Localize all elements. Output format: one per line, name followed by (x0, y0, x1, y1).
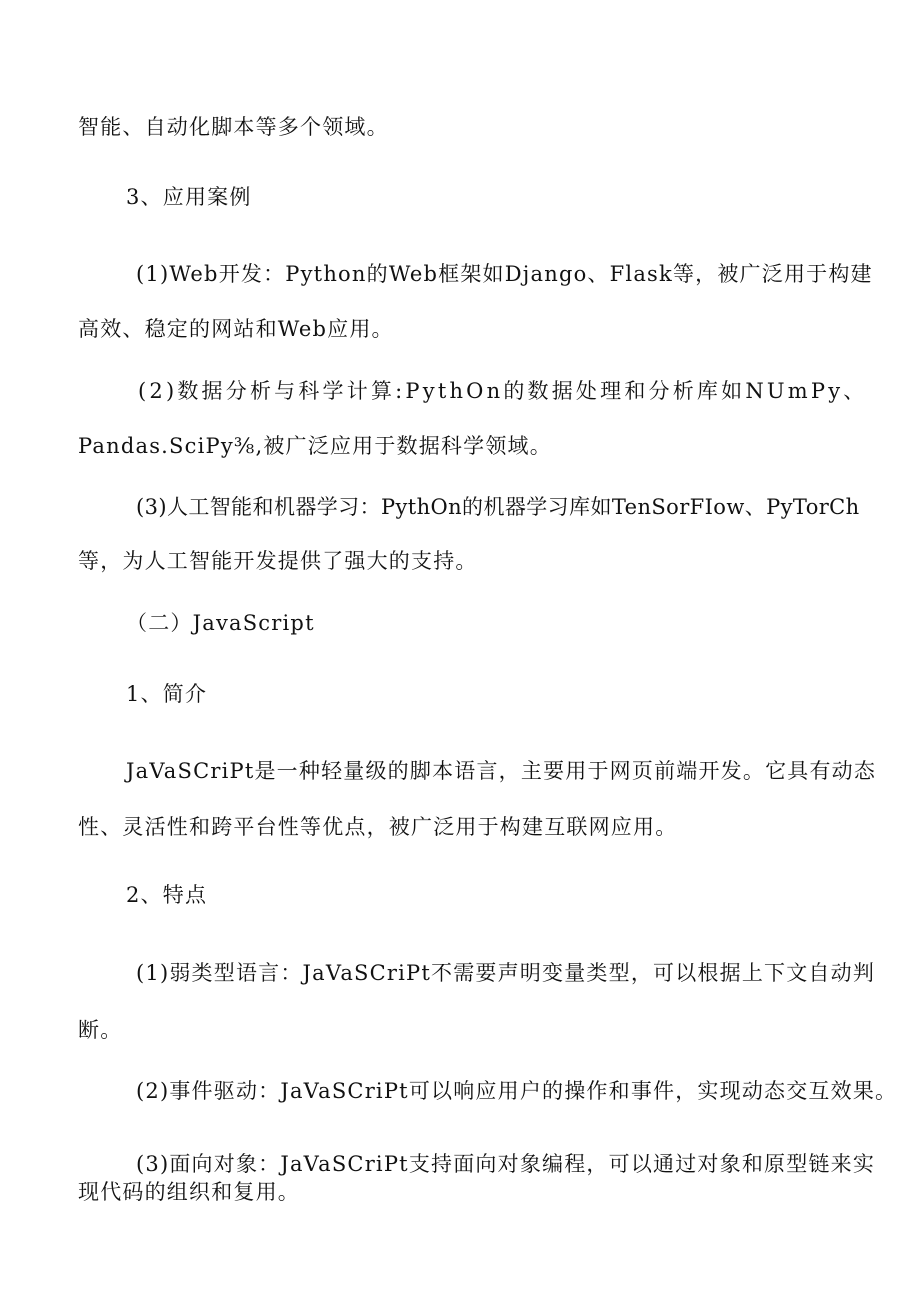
section-heading: 3、应用案例 (126, 185, 252, 209)
paragraph-line: 断。 (78, 1018, 123, 1042)
paragraph-line: 智能、自动化脚本等多个领域。 (78, 115, 389, 139)
paragraph-line: JaVaSCriPt是一种轻量级的脚本语言，主要用于网页前端开发。它具有动态 (126, 759, 877, 783)
paragraph-line: (1)Web开发：Python的Web框架如Django、Flask等，被广泛用于构建 (136, 262, 873, 286)
paragraph-line: (3)面向对象：JaVaSCriPt支持面向对象编程，可以通过对象和原型链来实 (136, 1152, 876, 1176)
paragraph-line: Pandas.SciPy⅜,被广泛应用于数据科学领域。 (78, 434, 552, 458)
section-heading: （二）JavaScript (126, 611, 315, 635)
section-heading: 1、简介 (126, 682, 208, 706)
paragraph-line: (2)数据分析与科学计算:PythOn的数据处理和分析库如NUmPy、 (138, 379, 868, 403)
paragraph-line: 高效、稳定的网站和Web应用。 (78, 317, 394, 341)
paragraph-line: (1)弱类型语言：JaVaSCriPt不需要声明变量类型，可以根据上下文自动判 (136, 961, 876, 985)
paragraph-line: 等，为人工智能开发提供了强大的支持。 (78, 549, 478, 573)
paragraph-line: 现代码的组织和复用。 (78, 1180, 300, 1204)
paragraph-line: 性、灵活性和跨平台性等优点，被广泛用于构建互联网应用。 (78, 815, 678, 839)
section-heading: 2、特点 (126, 883, 208, 907)
paragraph-line: (2)事件驱动：JaVaSCriPt可以响应用户的操作和事件，实现动态交互效果。 (136, 1079, 898, 1103)
paragraph-line: (3)人工智能和机器学习：PythOn的机器学习库如TenSorFIow、PyTorCh (136, 495, 860, 519)
